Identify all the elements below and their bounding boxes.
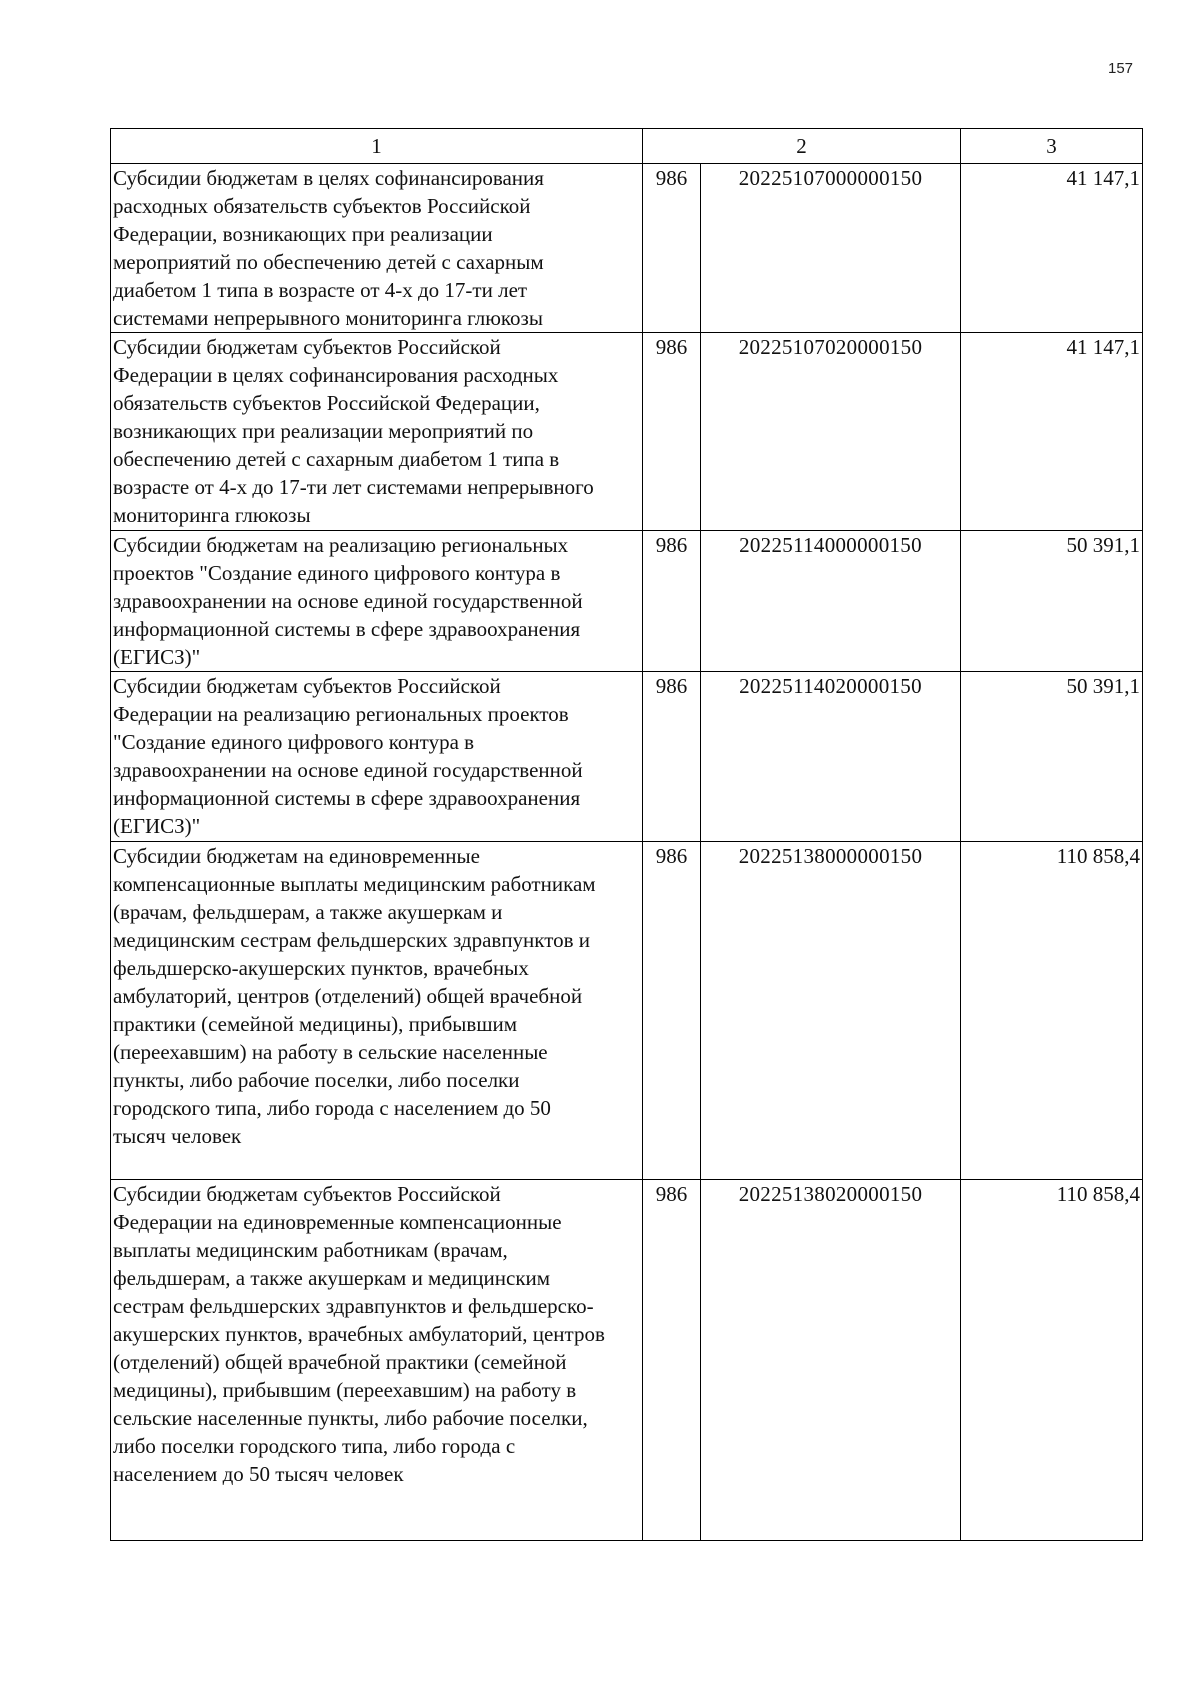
row-description: Субсидии бюджетам на реализацию региональных проектов "Создание единого цифрового контура в здравоохранении на основе единой государственной информационной системы в сфере здравоохранения (ЕГИСЗ)" xyxy=(111,531,643,672)
header-col-1: 1 xyxy=(111,129,643,164)
budget-income-table xyxy=(110,128,1143,1541)
header-col-3: 3 xyxy=(961,129,1143,164)
row-description: Субсидии бюджетам субъектов Российской Федерации на реализацию региональных проектов "Создание единого цифрового контура в здравоохранении на основе единой государственной информационной системы в сфере здравоохранения (ЕГИСЗ)" xyxy=(111,672,643,842)
row-amount: 50 391,1 xyxy=(961,531,1143,672)
row-description: Субсидии бюджетам субъектов Российской Федерации на единовременные компенсационные выплаты медицинским работникам (врачам, фельдшерам, а также акушеркам и медицинским сестрам фельдшерских здравпунктов и фельдшерско- акушерских пунктов, врачебных амбулаторий, центров (отделений) общей врачебной практики (семейной медицины), прибывшим (переехавшим) на работу в сельские населенные пункты, либо рабочие поселки, либо поселки городского типа, либо города с населением до 50 тысяч человек xyxy=(111,1180,643,1541)
row-budget-code: 20225114000000150 xyxy=(701,531,961,672)
row-description: Субсидии бюджетам в целях софинансирования расходных обязательств субъектов Российской Федерации, возникающих при реализации мероприятий по обеспечению детей с сахарным диабетом 1 типа в возрасте от 4-х до 17-ти лет системами непрерывного мониторинга глюкозы xyxy=(111,164,643,333)
row-budget-code: 20225114020000150 xyxy=(701,672,961,842)
row-admin-code: 986 xyxy=(643,842,701,1180)
row-admin-code: 986 xyxy=(643,164,701,333)
row-budget-code: 20225138020000150 xyxy=(701,1180,961,1541)
row-admin-code: 986 xyxy=(643,333,701,531)
table-row xyxy=(111,672,1143,842)
page-number: 157 xyxy=(1108,60,1134,77)
table-row xyxy=(111,842,1143,1180)
table-row xyxy=(111,333,1143,531)
row-description: Субсидии бюджетам на единовременные компенсационные выплаты медицинским работникам (врачам, фельдшерам, а также акушеркам и медицинским сестрам фельдшерских здравпунктов и фельдшерско-акушерских пунктов, врачебных амбулаторий, центров (отделений) общей врачебной практики (семейной медицины), прибывшим (переехавшим) на работу в сельские населенные пункты, либо рабочие поселки, либо поселки городского типа, либо города с населением до 50 тысяч человек xyxy=(111,842,643,1180)
row-amount: 41 147,1 xyxy=(961,164,1143,333)
table-header-row xyxy=(111,129,1143,164)
row-amount: 110 858,4 xyxy=(961,1180,1143,1541)
row-budget-code: 20225138000000150 xyxy=(701,842,961,1180)
header-col-2: 2 xyxy=(643,129,961,164)
row-amount: 50 391,1 xyxy=(961,672,1143,842)
table-row xyxy=(111,531,1143,672)
table-row xyxy=(111,164,1143,333)
row-budget-code: 20225107020000150 xyxy=(701,333,961,531)
row-budget-code: 20225107000000150 xyxy=(701,164,961,333)
row-admin-code: 986 xyxy=(643,672,701,842)
row-description: Субсидии бюджетам субъектов Российской Федерации в целях софинансирования расходных обязательств субъектов Российской Федерации, возникающих при реализации мероприятий по обеспечению детей с сахарным диабетом 1 типа в возрасте от 4-х до 17-ти лет системами непрерывного мониторинга глюкозы xyxy=(111,333,643,531)
row-amount: 110 858,4 xyxy=(961,842,1143,1180)
table-row xyxy=(111,1180,1143,1541)
row-admin-code: 986 xyxy=(643,531,701,672)
row-admin-code: 986 xyxy=(643,1180,701,1541)
row-amount: 41 147,1 xyxy=(961,333,1143,531)
